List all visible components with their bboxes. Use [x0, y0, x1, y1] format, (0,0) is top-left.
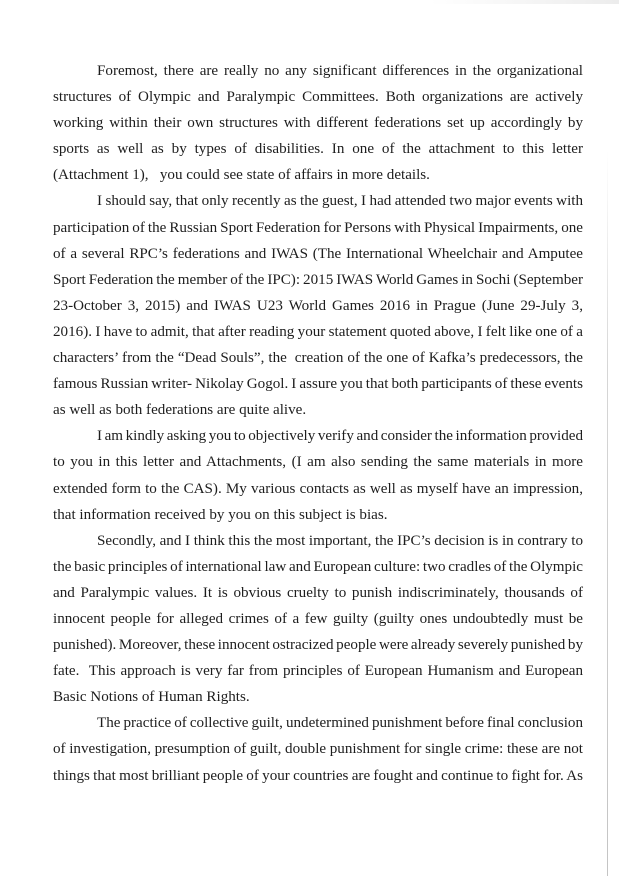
scan-shadow [430, 0, 619, 4]
text-line: and Paralympic values. It is obvious cruelty to punish indiscriminately, thousands of [53, 584, 583, 601]
text-line: of investigation, presumption of guilt, double punishment for single crime: these are not [53, 741, 583, 758]
text-line: The practice of collective guilt, undetermined punishment before final conclusion [97, 715, 583, 732]
text-line: structures of Olympic and Paralympic Committees. Both organizations are actively [53, 89, 583, 106]
text-line: working within their own structures with different federations set up accordingly by [53, 115, 583, 132]
paragraph-1 [53, 58, 583, 188]
page-edge [607, 150, 608, 876]
text-line: to you in this letter and Attachments, (I am also sending the same materials in more [53, 454, 583, 471]
text-line: fate. This approach is very far from principles of European Humanism and European [53, 663, 583, 680]
paragraph-3 [53, 423, 583, 527]
text-line: I should say, that only recently as the guest, I had attended two major events with [97, 193, 583, 210]
text-line: Foremost, there are really no any significant differences in the organizational [97, 63, 583, 79]
text-line: characters’ from the “Dead Souls”, the creation of the one of Kafka’s predecessors, the [53, 350, 583, 367]
text-line: I am kindly asking you to objectively verify and consider the information provided [97, 428, 583, 445]
letter-body [53, 58, 583, 789]
text-line: as well as both federations are quite alive. [53, 402, 307, 419]
text-line: things that most brilliant people of your countries are fought and continue to fight for. As [53, 767, 583, 784]
text-line: that information received by you on this subject is bias. [53, 506, 388, 523]
text-line: participation of the Russian Sport Federation for Persons with Physical Impairments, one [53, 219, 583, 236]
text-line: 2016). I have to admit, that after reading your statement quoted above, I felt like one of a [53, 323, 583, 340]
paragraph-2 [53, 188, 583, 423]
text-line: of a several RPC’s federations and IWAS (The International Wheelchair and Amputee [53, 245, 583, 262]
text-line: punished). Moreover, these innocent ostracized people were already severely punished by [53, 637, 583, 654]
text-line: famous Russian writer- Nikolay Gogol. I assure you that both participants of these events [53, 376, 583, 393]
text-line: the basic principles of international law and European culture: two cradles of the Olympic [53, 558, 583, 575]
text-line: sports as well as by types of disabilities. In one of the attachment to this letter [53, 141, 583, 158]
text-line: Basic Notions of Human Rights. [53, 689, 250, 706]
paragraph-5 [53, 710, 583, 788]
text-line: innocent people for alleged crimes of a few guilty (guilty ones undoubtedly must be [53, 610, 583, 627]
text-line: (Attachment 1), you could see state of affairs in more details. [53, 167, 430, 184]
text-line: Sport Federation the member of the IPC): 2015 IWAS World Games in Sochi (September [53, 271, 583, 288]
text-line: extended form to the CAS). My various contacts as well as myself have an impression, [53, 480, 583, 497]
paragraph-4 [53, 528, 583, 711]
text-line: 23-October 3, 2015) and IWAS U23 World Games 2016 in Prague (June 29-July 3, [53, 297, 583, 314]
text-line: Secondly, and I think this the most important, the IPC’s decision is in contrary to [97, 532, 583, 549]
